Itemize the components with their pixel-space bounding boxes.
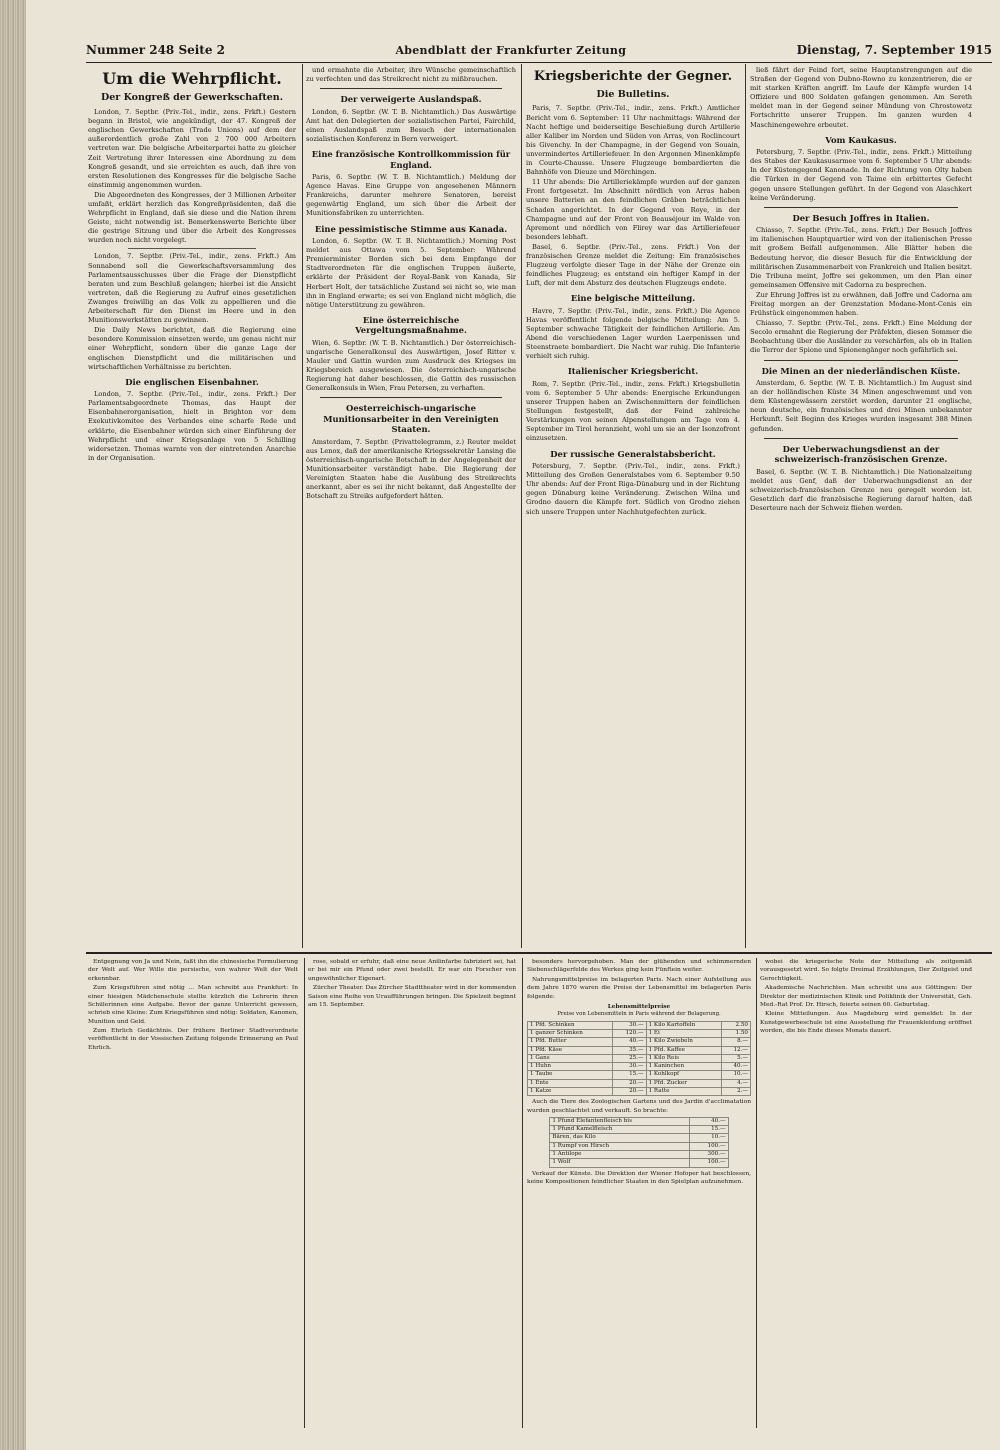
- table-row: [550, 1126, 728, 1134]
- article-paragraph: London, 6. Septbr. (W. T. B. Nichtamtlich.) Morning Post meldet aus Ottawa vom 5. September: Während Premierminister Borden sich bei dem Empfange der Stadtverordneten für die englischen Truppen äußerte, erklärte der Präsident der Royal-Bank von Kanada, Sir Herbert Holt, der tatsächliche Zustand sei nicht so, wie man ihn in England erwarte; es sei von England nicht möglich, die nötige Unterstützung zu gewähren.: [306, 237, 516, 309]
- table-cell: 1 Pfd. Butter: [528, 1038, 613, 1046]
- section-heading: Oesterreichisch-ungarische Munitionsarbeiter in den Vereinigten Staaten.: [323, 403, 499, 435]
- table-cell: 35.—: [612, 1046, 646, 1054]
- table-cell: 1 Ente: [528, 1079, 613, 1087]
- section-heading: Der verweigerte Auslandspaß.: [340, 94, 482, 105]
- table-cell: 1 Gans: [528, 1054, 613, 1062]
- table-row: [528, 1030, 751, 1038]
- table-cell: 1 Pfund Kamelfleisch: [550, 1126, 690, 1134]
- price-table: [527, 1021, 751, 1096]
- article-paragraph: Die Daily News berichtet, daß die Regierung eine besondere Kommission einsetzen werde, um genau nicht nur einer Wehrpflicht, sondern über die ganze Lage der englischen Dienstpflicht und die militärischen und wirtschaftlichen Verhältnisse zu berichten.: [88, 326, 296, 371]
- table-cell: 15.—: [690, 1126, 728, 1134]
- table-cell: 1 Kilo Reis: [646, 1054, 722, 1062]
- table-cell: 1 Kohlkopf: [646, 1071, 722, 1079]
- zoo-price-table: [549, 1117, 728, 1168]
- table-cell: 1.50: [722, 1030, 751, 1038]
- table-cell: 1 Ratte: [646, 1087, 722, 1095]
- feuilleton-paragraph: Verkauf der Künste. Die Direktion der Wiener Hofoper hat beschlossen, keine Kompositionen feindlicher Staaten in den Spielplan aufzunehmen.: [527, 1170, 751, 1185]
- article-title: Kriegsberichte der Gegner.: [533, 69, 733, 84]
- feuilleton-column-1: [88, 958, 298, 1428]
- article-paragraph: Rom, 7. Septbr. (Priv.-Tel., indir., zens. Frkft.) Kriegsbulletin vom 6. September 5 Uhr abends: Energische Erkundungen unserer Truppen haben an Zwischenmittern der feindlichen Stellungen festgestellt, daß der Feind zahlreiche Verstärkungen von seinen Alpenstellungen am Tage vom 4. September im Tirol heranzieht, wohl um sie an der Isonzofront einzusetzen.: [526, 379, 740, 443]
- book-binding-edge: [0, 0, 26, 1450]
- issue-number: Nummer 248 Seite 2: [86, 43, 226, 57]
- article-paragraph: London, 7. Septbr. (Priv.-Tel., indir., zens. Frkft.) Der Parlamentsabgeordnete Thomas, das Haupt der Eisenbahnerorganisation, hielt in Brighton vor dem Exekutivkomitee des Verbandes eine scharfe Rede und erklärte, die Eisenbahner würden sich einer Einführung der Wehrpflicht und einer Kriegsanlage von 5 Schilling widersetzen. Thomas warnte von der eintretenden Anarchie in der Organisation.: [88, 390, 296, 462]
- feuilleton-paragraph: Zum Ehrlich Gedächtnis. Der frühere Berliner Stadtverordnete veröffentlicht in der Vossischen Zeitung folgende Erinnerung an Paul Ehrlich.: [88, 1028, 298, 1051]
- article-paragraph: 11 Uhr abends: Die Artilleriekämpfe wurden auf der ganzen Front fortgesetzt. Im Abschnitt nördlich von Arras haben unsere Batterien an den feindlichen Gräben beträchtlichen Schaden angerichtet. In der Gegend von Roye, in der Champagne und auf der Front von Beauséjour im Walde von Apremont und nördlich von Flirey war das Artilleriefeuer besonders lebhaft.: [526, 178, 740, 241]
- table-cell: 2.—: [722, 1087, 751, 1095]
- table-cell: 4.—: [722, 1079, 751, 1087]
- feuilleton-paragraph: Akademische Nachrichten. Man schreibt uns aus Göttingen: Der Direktor der medizinischen Klinik und Poliklinik der Universität, Geh. Med.-Rat Prof. Dr. Hirsch, feierte seinen 60. Geburtstag.: [760, 985, 972, 1008]
- table-cell: 1 Taube: [528, 1071, 613, 1079]
- article-paragraph: Paris, 6. Septbr. (W. T. B. Nichtamtlich.) Meldung der Agence Havas. Eine Gruppe von angesehenen Männern Frankreichs, darunter mehrere Senatoren, bereist gegenwärtig England, um sich über die Arbeit der Munitionsfabriken zu unterrichten.: [306, 173, 516, 218]
- table-cell: 120.—: [612, 1030, 646, 1038]
- table-cell: 10.—: [690, 1134, 728, 1142]
- table-cell: 1 Antilope: [550, 1150, 690, 1158]
- table-cell: 1 Pfd. Kaffee: [646, 1046, 722, 1054]
- column-2: [306, 66, 516, 946]
- article-paragraph: Zur Ehrung Joffres ist zu erwähnen, daß Joffre und Cadorna am Freitag morgen an der Grenzstation Modane-Mont-Cenis ein Frühstück eingenommen haben.: [750, 290, 972, 318]
- table-cell: 10.—: [722, 1071, 751, 1079]
- table-cell: 100.—: [690, 1142, 728, 1150]
- table-cell: 100.—: [690, 1159, 728, 1167]
- table-cell: 1 Katze: [528, 1087, 613, 1095]
- feuilleton-paragraph: rose, sobald er erfuhr, daß eine neue Anilinfarbe fabriziert sei, hat er bei mir ein Pfund oder zwei bestellt. Er war ein Forscher von ungewöhnlicher Eigenart.: [308, 959, 516, 982]
- table-row: [550, 1117, 728, 1125]
- article-paragraph: Amsterdam, 6. Septbr. (W. T. B. Nichtamtlich.) Im August sind an der holländischen Küste 34 Minen angeschwemmt und von dem Küstengewässern zerstört worden, darunter 21 englische, neun deutsche, ein französisches und drei Minen unbekannter Herkunft. Seit Beginn des Krieges wurden insgesamt 388 Minen gefunden.: [750, 379, 972, 433]
- section-heading: Vom Kaukasus.: [825, 134, 897, 145]
- section-heading: Eine pessimistische Stimme aus Kanada.: [314, 223, 508, 234]
- table-row: [528, 1087, 751, 1095]
- table-cell: Bären, das Kilo: [550, 1134, 690, 1142]
- section-heading: Der russische Generalstabsbericht.: [550, 448, 716, 459]
- feuilleton-column-2: [308, 958, 516, 1428]
- feuilleton-paragraph: Zum Kriegsführen sind nötig ... Man schreibt aus Frankfurt: In einer hiesigen Mädchenschule stellte kürzlich die Lehrerin ihren Schülerinnen eine Aufgabe. Bevor der ganze Unterricht gewesen, schrieb eine Kleine: Zum Kriegsführen sind nötig: Soldaten, Kanonen, Munition und Geld.: [88, 985, 298, 1025]
- table-row: [528, 1071, 751, 1079]
- table-cell: 20.—: [612, 1079, 646, 1087]
- feuilleton-paragraph: Kleine Mitteilungen. Aus Magdeburg wird gemeldet: In der Kunstgewerbeschule ist eine Ausstellung für Frauenkleidung eröffnet worden, die bis Ende dieses Monats dauert.: [760, 1011, 972, 1034]
- table-cell: 40.—: [690, 1117, 728, 1125]
- feuilleton-column-3: [527, 958, 751, 1428]
- table-row: [550, 1150, 728, 1158]
- table-subcaption: Preise von Lebensmitteln in Paris während der Belagerung.: [557, 1011, 721, 1018]
- table-cell: 300.—: [690, 1150, 728, 1158]
- column-divider: [304, 958, 305, 1428]
- column-divider: [302, 64, 303, 948]
- table-cell: 5.—: [722, 1054, 751, 1062]
- column-divider: [745, 64, 746, 948]
- table-cell: 1 Kaninchen: [646, 1063, 722, 1071]
- table-row: [528, 1046, 751, 1054]
- article-title: Um die Wehrpflicht.: [102, 69, 282, 88]
- article-paragraph: und ermahnte die Arbeiter, ihre Wünsche gemeinschaftlich zu verfechten und das Streikrecht nicht zu mißbrauchen.: [306, 66, 516, 84]
- issue-date: Dienstag, 7. September 1915: [796, 43, 992, 57]
- article-paragraph: London, 7. Septbr. (Priv.-Tel., indir., zens. Frkft.) Am Sonnabend soll die Gewerkschaftsversammlung des Parlamentsausschusses über die Frage der Dienstpflicht beraten und zum Beschluß gelangen; hierbei ist die Ansicht vertreten, daß die Regierung zu Aufruf eines gesetzlichen Zwanges freiwillig an das Volk zu appellieren und die Arbeiterschaft für den Dienst im Heere und in den Munitionswerkstätten zu gewinnen.: [88, 252, 296, 325]
- article-paragraph: Basel, 6. Septbr. (Priv.-Tel., zens. Frkft.) Von der französischen Grenze meldet die Zeitung: Ein französisches Flugzeug verfolgte dieser Tage in der Nähe der Grenze ein feindliches Flugzeug; es entstand ein heftiger Kampf in der Luft, der mit dem Absturz des deutschen Flugzeugs endete.: [526, 242, 740, 288]
- article-paragraph: Die Abgeordneten des Kongresses, der 3 Millionen Arbeiter umfaßt, erklärt herzlich das Kongreßpräsidenten, daß die Wehrpflicht in England, daß sie diese und die Nation ihrem Geiste, nicht notwendig ist. Bemerkenswerte Berichte über die gestrige Sitzung und über die Arbeit des Kongresses wurden noch nicht vorgelegt.: [88, 190, 296, 245]
- table-row: [528, 1079, 751, 1087]
- section-heading: Eine französische Kontrollkommission für England.: [311, 149, 511, 170]
- column-1: [88, 66, 296, 946]
- header-rule: [86, 62, 992, 63]
- article-subtitle: Der Kongreß der Gewerkschaften.: [101, 92, 283, 104]
- article-paragraph: Petersburg, 7. Septbr. (Priv.-Tel., indir., zens. Frkft.) Mitteilung des Stabes der Kaukasusarmee vom 6. September 5 Uhr abends: In der Küstengegend Kanonade. In der Richtung von Olty haben die Türken in der Gegend von Taime ein erbittertes Gefecht gegen unsere Stellungen geführt. In der Gegend von Alaschkert keine Veränderung.: [750, 148, 972, 202]
- table-cell: 1 Pfund Elefantenfleisch bis: [550, 1117, 690, 1125]
- feuilleton-paragraph: Entgegnung von Ja und Nein, faßt ihn die chinesische Formulierung der Welt auf. Wer Wille die persische, von wahrer Welt der Welt erkennbar.: [88, 959, 298, 982]
- table-cell: 1 Kilo Zwiebeln: [646, 1038, 722, 1046]
- table-cell: 25.—: [612, 1054, 646, 1062]
- table-row: [528, 1021, 751, 1029]
- table-cell: 40.—: [722, 1063, 751, 1071]
- feuilleton-rule: [86, 952, 992, 954]
- table-cell: 1 Rumpf von Hirsch: [550, 1142, 690, 1150]
- masthead: Abendblatt der Frankfurter Zeitung: [395, 43, 627, 57]
- table-cell: 1 Pfd. Zucker: [646, 1079, 722, 1087]
- table-row: [528, 1063, 751, 1071]
- article-paragraph: Chiasso, 7. Septbr. (Priv.-Tel., zens. Frkft.) Der Besuch Joffres im italienischen Hauptquartier wird von der italienischen Presse mit großem Beifall aufgenommen. Alle Blätter heben die Bedeutung hervor, die dieser Besuch für die Entwicklung der militärischen Zusammenarbeit von Frankreich und Italien besitzt. Die Tribuna meint, Joffre sei gekommen, um den Plan einer gemeinsamen Offensive mit Cadorna zu besprechen.: [750, 226, 972, 289]
- section-heading: Die Minen an der niederländischen Küste.: [761, 365, 961, 376]
- article-paragraph: Basel, 6. Septbr. (W. T. B. Nichtamtlich.) Die Nationalzeitung meldet aus Genf, daß der Ueberwachungsdienst an der schweizerisch-französischen Grenze neu geregelt worden ist. Gesetzlich darf die französische Regierung darauf halten, daß Deserteure nach der Schweiz fliehen werden.: [750, 467, 972, 512]
- table-row: [550, 1142, 728, 1150]
- section-heading: Eine belgische Mitteilung.: [570, 293, 696, 304]
- column-divider: [756, 958, 757, 1428]
- table-caption: Lebensmittelpreise: [607, 1003, 671, 1010]
- table-cell: 40.—: [612, 1038, 646, 1046]
- article-paragraph: Chiasso, 7. Septbr. (Priv.-Tel., zens. Frkft.) Eine Meldung der Secolo ermahnt die Regierung der Präfekten, diesen Sommer die Beobachtung über die Ausländer zu verschärfen, als ob in Italien die Terror der Spione und Spionengänger noch gefährlich sei.: [750, 319, 972, 355]
- table-row: [550, 1159, 728, 1167]
- section-heading: Der Ueberwachungsdienst an der schweizerisch-französischen Grenze.: [774, 443, 948, 465]
- table-cell: 1 ganzer Schinken: [528, 1030, 613, 1038]
- feuilleton-paragraph: Zürcher Theater. Das Zürcher Stadttheater wird in der kommenden Saison eine Reihe von Uraufführungen bringen. Die Spielzeit beginnt am 15. September.: [308, 985, 516, 1008]
- column-4: [750, 66, 972, 946]
- section-heading: Italienischer Kriegsbericht.: [567, 366, 699, 377]
- table-cell: 1 Wolf: [550, 1159, 690, 1167]
- article-paragraph: Petersburg, 7. Septbr. (Priv.-Tel., indir., zens. Frkft.) Mitteilung des Großen Generalstabes vom 6. September 9.50 Uhr abends: Auf der Front Riga-Dünaburg und in der Richtung gegen Dünaburg keine Veränderung. Zwischen Wilna und Grodno dauern die Kämpfe fort. Südlich von Grodno ziehen sich unsere Truppen unter Nachhutgefechten zurück.: [526, 462, 740, 516]
- table-row: [528, 1054, 751, 1062]
- table-cell: 30.—: [612, 1063, 646, 1071]
- column-3: [526, 66, 740, 946]
- article-subtitle: Die Bulletins.: [596, 88, 670, 100]
- table-cell: 1 Pfd. Schinken: [528, 1021, 613, 1029]
- section-heading: Die englischen Eisenbahner.: [125, 376, 259, 387]
- table-cell: 12.—: [722, 1046, 751, 1054]
- article-paragraph: Wien, 6. Septbr. (W. T. B. Nichtamtlich.) Der österreichisch-ungarische Generalkonsul des Auswärtigen, Josef Ritter v. Mauler und Gattin wurden zum Ausdruck des Kriegses im Kriegsbereich ausgewiesen. Die österreichisch-ungarische Regierung hat daher beschlossen, die Gattin des russischen Generalkonsuls in Wien, Frau Petersen, zu verhaften.: [306, 338, 516, 393]
- feuilleton-paragraph: besonders hervorgehoben. Man der glühenden und schimmernden Siebenschlägerfelde des Werkes ging kein Fünftein weiter.: [527, 959, 751, 974]
- table-cell: 1 Ei: [646, 1030, 722, 1038]
- page-header: [86, 40, 992, 60]
- section-heading: Eine österreichische Vergeltungsmaßnahme.: [355, 314, 467, 336]
- feuilleton-paragraph: wobei die kriegerische Note der Mitteilung als zeitgemäß vorausgesetzt wird. So folgte Dreimal Erzählungen, Der Zeitgeist und Gerechtigkeit.: [760, 959, 972, 982]
- article-paragraph: London, 6. Septbr. (W. T. B. Nichtamtlich.) Das Auswärtige Amt hat den Delegierten der sozialistischen Partei, Fairchild, einen Auslandspaß zum Besuch der internationalen sozialistischen Konferenz in Bern verweigert.: [306, 107, 516, 143]
- table-cell: 20.—: [612, 1087, 646, 1095]
- table-cell: 1 Huhn: [528, 1063, 613, 1071]
- table-row: [550, 1134, 728, 1142]
- table-cell: 15.—: [612, 1071, 646, 1079]
- section-heading: Der Besuch Joffres in Italien.: [792, 212, 930, 223]
- table-cell: 1 Pfd. Käse: [528, 1046, 613, 1054]
- feuilleton-column-4: [760, 958, 972, 1428]
- column-divider: [522, 958, 523, 1428]
- table-cell: 2.50: [722, 1021, 751, 1029]
- article-paragraph: Havre, 7. Septbr. (Priv.-Tel., indir., zens. Frkft.) Die Agence Havas veröffentlicht folgende belgische Mitteilung: Am 5. September schwache Tätigkeit der feindlichen Artillerie. Am Abend die verschiedenen Lager wurden Laerpenissen und Steenstraete bombardiert. Die Nacht war ruhig. Die Infanterie verhielt sich ruhig.: [526, 306, 740, 361]
- feuilleton-paragraph: Auch die Tiere des Zoologischen Gartens und des Jardin d'acclimatation wurden geschlachtet und verkauft. So brachte:: [527, 1099, 751, 1114]
- article-paragraph: Amsterdam, 7. Septbr. (Privattelegramm, z.) Reuter meldet aus Lenox, daß der amerikanische Kriegssekretär Lansing die österreichisch-ungarische Botschaft in der Angelegenheit der Munitionsarbeiter verständigt habe. Die Regierung der Vereinigten Staaten habe die Ausübung des Streikrechts anerkannt, aber es sei ihr nicht bekannt, daß Angestellte der Botschaft zu Streiks aufgefordert hätten.: [306, 437, 516, 501]
- article-paragraph: ließ fährt der Feind fort, seine Hauptanstrengungen auf die Straßen der Gegend von Dubno-Rowno zu konzentrieren, die er mit starken Kräften angriff. Im Laufe der Kämpfe wurden 14 Offiziere und 800 Soldaten gefangen genommen. Am Sereth meldet man in der Gegend seiner Mündung von Chrostowetz Fortschritte unserer Truppen. Im ganzen wurden 4 Maschinengewehre erbeutet.: [750, 66, 972, 129]
- table-cell: 8.—: [722, 1038, 751, 1046]
- feuilleton-paragraph: Nahrungsmittelpreise im belagerten Paris. Nach einer Aufstellung aus dem Jahre 1870 waren die Preise der Lebensmittel im belagerten Paris folgende:: [527, 976, 751, 1000]
- table-cell: 1 Kilo Kartoffeln: [646, 1021, 722, 1029]
- article-paragraph: London, 7. Septbr. (Priv.-Tel., indir., zens. Frkft.) Gestern begann in Bristol, wie angekündigt, der 47. Kongreß der englischen Gewerkschaften (Trade Unions) auf dem der außerordentlich große Zahl von 2 700 000 Arbeitern vertreten war. Die belgische Arbeiterpartei hatte zu gleicher Zeit Vertretung ihrer Interessen eine Abordnung zu dem Kongreß gesandt, und sie erreichten es auch, daß ihre von ersten Resolutionen des Kongresses für die belgische Sache einstimmig angenommen wurden.: [88, 108, 296, 189]
- article-paragraph: Paris, 7. Septbr. (Priv.-Tel., indir., zens. Frkft.) Amtlicher Bericht vom 6. September: 11 Uhr nachmittags: Während der Nacht heftige und beiderseitige Beschießung durch Artillerie aller Kaliber im Norden und Süden von Arras, von Roclincourt bis Givenchy. In der Champagne, in der Gegend von Souain, unvermindertes Artilleriefeuer. In den Argonnen Minenkämpfe in Courte-Chausse. Unsere Flugzeuge bombardierten die Bahnhöfe von Dieuze und Mörchingen.: [526, 104, 740, 177]
- table-row: [528, 1038, 751, 1046]
- table-cell: 30.—: [612, 1021, 646, 1029]
- column-divider: [521, 64, 522, 948]
